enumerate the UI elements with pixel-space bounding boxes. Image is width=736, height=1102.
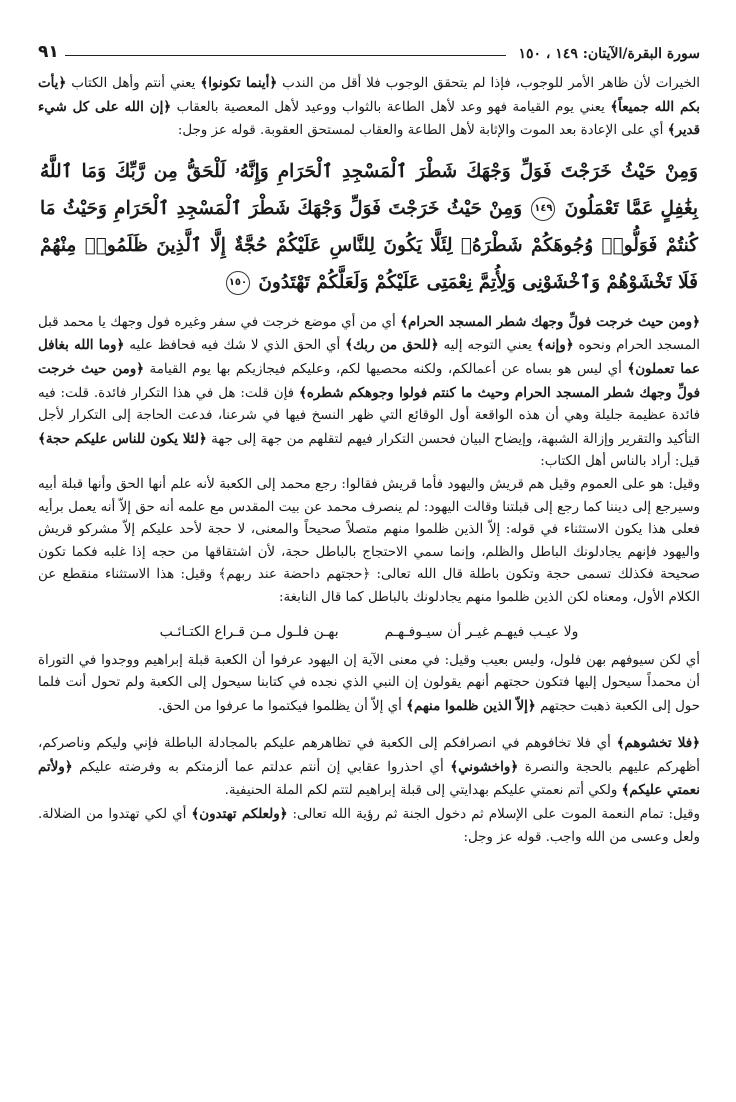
commentary-paragraph-5 xyxy=(38,732,700,803)
quran-quote: ﴿أينما تكونوا﴾ xyxy=(200,75,278,91)
running-title: سورة البقرة/الآيتان: ١٤٩ ، ١٥٠ xyxy=(518,46,700,62)
commentary-text: ولكي أتم نعمتي عليكم بهدايتي إلى قبلة إبراهيم لتتم لكم الملة الحنيفية. xyxy=(224,783,622,799)
quran-quote: ﴿وما الله بغافل عما تعملون﴾ xyxy=(38,337,701,377)
commentary-text: يعني أنتم وأهل الكتاب xyxy=(66,76,201,91)
quran-quote: ﴿ومن حيث خرجت فولِّ وجهك شطر المسجد الحرام﴾ xyxy=(400,313,700,330)
commentary-text: وقيل: تمام النعمة الموت على الإسلام ثم دخول الجنة ثم رؤية الله تعالى: xyxy=(287,807,701,823)
poetry-verse xyxy=(38,624,700,640)
commentary-text: أي احذروا عقابي إن أنتم عدلتم عما ألزمتكم به وفرضته عليكم xyxy=(72,759,451,775)
commentary-text: ﴿حجتهم داحضة عند ربهم﴾ xyxy=(218,567,371,583)
commentary-text: وقيل: هذا الاستثناء منقطع عن الكلام الأول، ومعناه لكن الذين ظلموا منهم يجادلونك بالباطل كما قال النابغة: xyxy=(38,567,700,605)
commentary-text: أي فلا تخافوهم في انصرافكم إلى الكعبة في تظاهرهم عليكم بالمجادلة الباطلة فإني وليكم وناصركم، أظهركم عليهم بالحجة والنصرة xyxy=(38,736,700,775)
commentary-text: أي لكي تهتدوا من الضلالة. ولعل وعسى من الله واجب. قوله عز وجل: xyxy=(38,807,700,845)
header-rule xyxy=(65,55,507,56)
verse-text: وَمِنْ حَيْثُ خَرَجْتَ فَوَلِّ وَجْهَكَ شَطْرَ ٱلْمَسْجِدِ ٱلْحَرَامِ وَحَيْثُ مَا كُنتُمْ فَوَلُّوا۟ وُجُوهَكُمْ شَطْرَهُۥ لِئَلَّا يَكُونَ لِلنَّاسِ عَلَيْكُمْ حُجَّةٌ إِلَّا ٱلَّذِينَ ظَلَمُوا۟ مِنْهُمْ فَلَا تَخْشَوْهُمْ وَٱخْشَوْنِى وَلِأُتِمَّ نِعْمَتِى عَلَيْكُمْ وَلَعَلَّكُمْ تَهْتَدُونَ xyxy=(40,197,698,293)
commentary-text: أي الحق الذي لا شك فيه فحافظ عليه xyxy=(124,338,346,354)
quran-verses-block xyxy=(38,153,700,301)
poem-hemistich-2: بهـن فلـول مـن قـراع الكتـائـب xyxy=(159,623,339,640)
commentary-text: يعني يوم القيامة فهو وعد لأهل الطاعة بالثواب ووعيد لأهل المعصية بالعقاب xyxy=(171,99,611,115)
ayah-number-marker: ١٥٠ xyxy=(226,271,250,295)
page-number: ٩١ xyxy=(38,42,59,62)
commentary-paragraph-3 xyxy=(38,474,700,610)
verse-text: وَمِنْ حَيْثُ خَرَجْتَ فَوَلِّ وَجْهَكَ شَطْرَ ٱلْمَسْجِدِ ٱلْحَرَامِ وَإِنَّهُۥ لَلْحَقُّ مِن رَّبِّكَ وَمَا ٱللَّهُ بِغَٰفِلٍ عَمَّا تَعْمَلُونَ xyxy=(40,160,698,219)
commentary-text: يعني التوجه إليه xyxy=(438,338,537,354)
quran-quote: ﴿إلاّ الذين ظلموا منهم﴾ xyxy=(406,697,536,714)
commentary-paragraph-4 xyxy=(38,650,700,719)
commentary-text: أي من أي موضع خرجت في سفر وغيره فول وجهك يا محمد قبل المسجد الحرام ونحوه xyxy=(38,314,700,354)
quran-quote: ﴿لئلا يكون للناس عليكم حجة﴾ xyxy=(38,430,207,447)
commentary-text: الخيرات لأن ظاهر الأمر للوجوب، فإذا لم يتحقق الوجوب فلا أقل من الندب xyxy=(277,76,700,91)
commentary-text: أي لكن سيوفهم بهن فلول، وليس بعيب وقيل: في معنى الآية إن اليهود عرفوا أن الكعبة قبلة إبراهيم ووجدوا في التوراة أن محمداً سيحول إليها فتكون حجتهم أنهم يقولون إن النبي الذي نجده في كتابنا سيحول إلى الكعبة ولم تحول أنت فلما حول إلى الكعبة ذهبت حجتهم xyxy=(38,652,700,714)
quran-quote: ﴿واخشوني﴾ xyxy=(450,758,519,775)
commentary-text: فإن قلت: هل في هذا التكرار فائدة. قلت: فيه فائدة عظيمة جليلة وهي أن هذه الواقعة أول الوقائع التي ظهر النسخ فيها في شرعنا، فدعت الحاجة إلى التكرار لأجل التأكيد والتقرير وإزالة الشبهة، وإيضاح البيان فحسن التكرار فيهم لتقلهم من جهة إلى جهة xyxy=(38,385,700,447)
quran-quote: ﴿ولعلكم تهتدون﴾ xyxy=(191,806,288,823)
commentary-paragraph-2 xyxy=(38,311,700,474)
quran-quote: ﴿يأت بكم الله جميعاً﴾ xyxy=(38,75,700,115)
commentary-text: قيل: أراد بالناس أهل الكتاب: xyxy=(540,454,700,470)
quran-quote: ﴿وإنه﴾ xyxy=(536,337,574,354)
commentary-paragraph-6 xyxy=(38,803,700,849)
commentary-text: أي إلاّ أن يظلموا فيكتموا ما عرفوا من الحق. xyxy=(158,698,407,714)
quran-quote: ﴿ولأتم نعمتي عليكم﴾ xyxy=(38,758,700,799)
quran-quote: ﴿فلا تخشوهم﴾ xyxy=(616,735,700,752)
quran-quote: ﴿ومن حيث خرجت فولِّ وجهك شطر المسجد الحرام وحيث ما كنتم فولوا وجوهكم شطره﴾ xyxy=(38,360,700,401)
commentary-text: أي ليس هو بساه عن أعمالكم، ولكنه محصيها لكم، وعليكم فيجازيكم بها يوم القيامة xyxy=(144,361,628,377)
commentary-paragraph-intro xyxy=(38,72,700,143)
page xyxy=(38,34,700,1092)
commentary-text: أي على الإعادة بعد الموت والإثابة لأهل الطاعة والعقاب لمستحق العقوبة. قوله عز وجل: xyxy=(177,123,668,139)
poem-hemistich-1: ولا عيـب فيهـم غيـر أن سيـوفـهـم xyxy=(384,623,579,640)
ayah-number-marker: ١٤٩ xyxy=(531,197,555,221)
quran-quote: ﴿إن الله على كل شيء قدير﴾ xyxy=(38,98,700,139)
commentary-text: وقيل: هو على العموم وقيل هم قريش واليهود فأما قريش فقالوا: رجع محمد إلى الكعبة لأنه علم أنها الحق وأنها قبلة أبيه وسيرجع إلى ديننا كما رجع إلى قبلتنا وقالت اليهود: لم ينصرف محمد عن بيت المقدس مع علمه أنه حق إلاّ أنه يعمل برأيه فعلى هذا يكون الاستثناء في قوله: إلاّ الذين ظلموا منهم متصلاً صحيحاً والمعنى، لا حجة لأحد عليكم إلاّ مشركو قريش واليهود فإنهم يجادلونك الباطل والظلم، وإنما سمي الاحتجاج بالباطل حجة، لأن اشتقاقها من حجه إذا غلبه فكما تكون صحيحة فكذلك تسمى حجة وتكون باطلة قال الله تعالى: xyxy=(38,476,700,583)
quran-quote: ﴿للحق من ربك﴾ xyxy=(345,337,439,354)
page-header xyxy=(38,34,700,62)
